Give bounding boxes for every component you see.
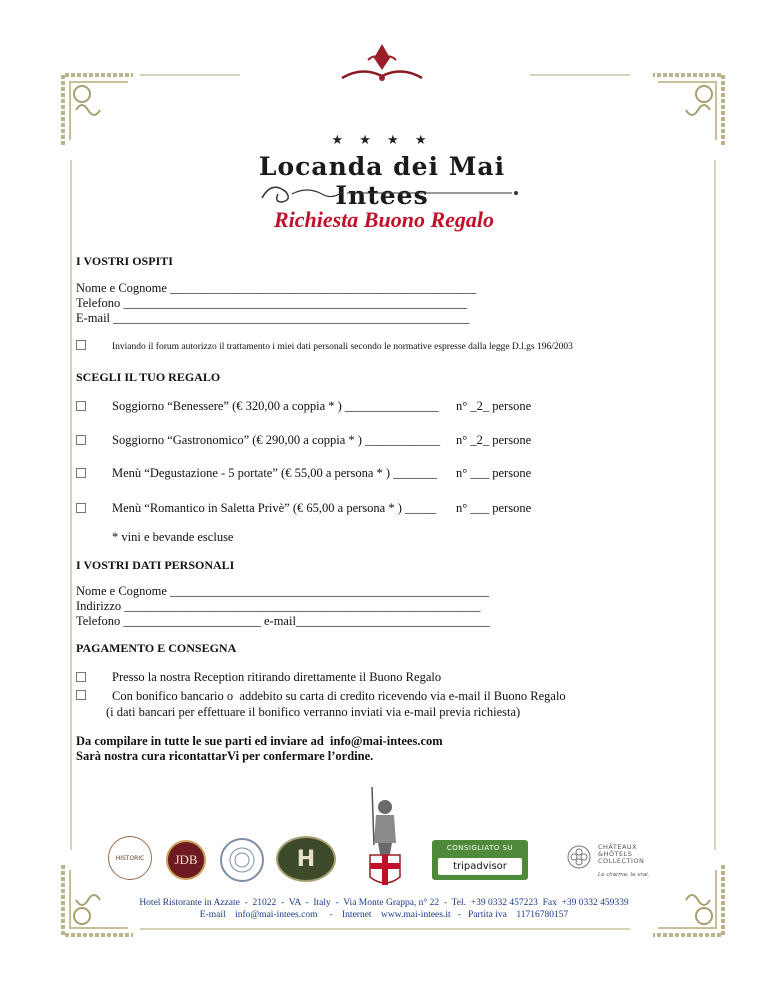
chateaux-hotels-tagline: Le charme, le vrai. (598, 872, 650, 878)
guest-email-field[interactable]: E-mail _________________________________________________________ (76, 311, 470, 325)
flower-icon (566, 844, 592, 870)
footer-address: Hotel Ristorante in Azzate - 21022 - VA - Italy - Via Monte Grappa, n° 22 - Tel. +39 0332 457223 Fax +39 0332 459339 (139, 898, 629, 908)
personal-address-field[interactable]: Indirizzo _________________________________________________________ (76, 599, 481, 613)
border-bottom (140, 928, 630, 930)
guest-name-field[interactable]: Nome e Cognome _________________________________________________ (76, 281, 477, 295)
footer-contacts[interactable]: E-mail info@mai-intees.com - Internet www.mai-intees.it - Partita iva 11716780157 (199, 910, 569, 920)
instructions-line1: Da compilare in tutte le sue parti ed inviare ad info@mai-intees.com (76, 734, 443, 748)
gift-option-label: Menù “Romantico in Saletta Privè” (€ 65,00 a persona * ) _____ (112, 501, 437, 515)
hotel-logo (232, 40, 532, 210)
privacy-consent-text: Inviando il forum autorizzo il trattamento i miei dati personali secondo le normative espresse dalla legge D.l.gs 196/2003 (112, 342, 573, 352)
gift-option-checkbox[interactable] (76, 435, 86, 445)
seal-badge-icon (220, 838, 264, 882)
payment-transfer-checkbox[interactable] (76, 690, 86, 700)
border-top-right (530, 74, 630, 76)
gift-option-label: Soggiorno “Benessere” (€ 320,00 a coppia * ) _______________ (112, 399, 439, 413)
ornamental-corner-top-left (58, 70, 138, 150)
chateaux-hotels-name: CHÂTEAUX &HÔTELS COLLECTION (598, 843, 645, 865)
chateaux-hotels-badge (566, 842, 666, 882)
jdb-badge (166, 840, 206, 880)
guest-phone-field[interactable]: Telefono _______________________________________________________ (76, 296, 468, 310)
gift-option-quantity[interactable]: n° _2_ persone (456, 399, 532, 413)
payment-reception-label: Presso la nostra Reception ritirando direttamente il Buono Regalo (112, 670, 442, 684)
payment-transfer-note: (i dati bancari per effettuare il bonifico verranno inviati via e-mail previa richiesta) (106, 705, 521, 719)
instructions-line2: Sarà nostra cura ricontattarVi per confermare l’ordine. (76, 749, 374, 763)
hotel-stars: ★ ★ ★ ★ (331, 133, 433, 148)
privacy-checkbox[interactable] (76, 340, 86, 350)
flourish-icon (252, 178, 522, 208)
historic-badge-text: HISTORIC (115, 854, 145, 862)
crown-ornament-icon (332, 40, 432, 86)
section-heading-personal: I VOSTRI DATI PERSONALI (76, 558, 235, 572)
border-top-left (140, 74, 240, 76)
tripadvisor-badge (432, 840, 528, 880)
drinks-note: * vini e bevande escluse (112, 530, 234, 544)
gift-option-label: Soggiorno “Gastronomico” (€ 290,00 a coppia * ) ____________ (112, 433, 441, 447)
historic-badge (108, 836, 152, 880)
gift-option-label: Menù “Degustazione - 5 portate” (€ 55,00 a persona * ) _______ (112, 466, 437, 480)
personal-phone-email-field[interactable]: Telefono ______________________ e-mail_______________________________ (76, 614, 490, 628)
gift-option-checkbox[interactable] (76, 401, 86, 411)
border-left (70, 160, 72, 850)
tripadvisor-badge-name: tripadvisor (438, 858, 522, 875)
gift-option-checkbox[interactable] (76, 468, 86, 478)
ornamental-corner-top-right (648, 70, 728, 150)
gift-option-quantity[interactable]: n° _2_ persone (456, 433, 532, 447)
jdb-badge-text: JDB (174, 852, 198, 867)
payment-reception-checkbox[interactable] (76, 672, 86, 682)
h-badge-text: H (296, 846, 316, 872)
payment-transfer-label: Con bonifico bancario o addebito su carta di credito ricevendo via e-mail il Buono Regalo (112, 689, 566, 703)
tripadvisor-badge-top: CONSIGLIATO SU (446, 844, 514, 852)
section-heading-payment: PAGAMENTO E CONSEGNA (76, 641, 237, 655)
section-heading-guests: I VOSTRI OSPITI (76, 254, 173, 268)
gift-option-quantity[interactable]: n° ___ persone (456, 466, 532, 480)
gift-option-quantity[interactable]: n° ___ persone (456, 501, 532, 515)
personal-name-field[interactable]: Nome e Cognome ___________________________________________________ (76, 584, 489, 598)
hotel-name: Locanda dei Mai Intees (258, 152, 506, 210)
h-badge (276, 836, 336, 882)
section-heading-gift: SCEGLI IL TUO REGALO (76, 370, 221, 384)
border-right (714, 160, 716, 850)
gift-option-checkbox[interactable] (76, 503, 86, 513)
knight-crest-icon (360, 785, 410, 890)
page-title: Richiesta Buono Regalo (273, 207, 495, 232)
